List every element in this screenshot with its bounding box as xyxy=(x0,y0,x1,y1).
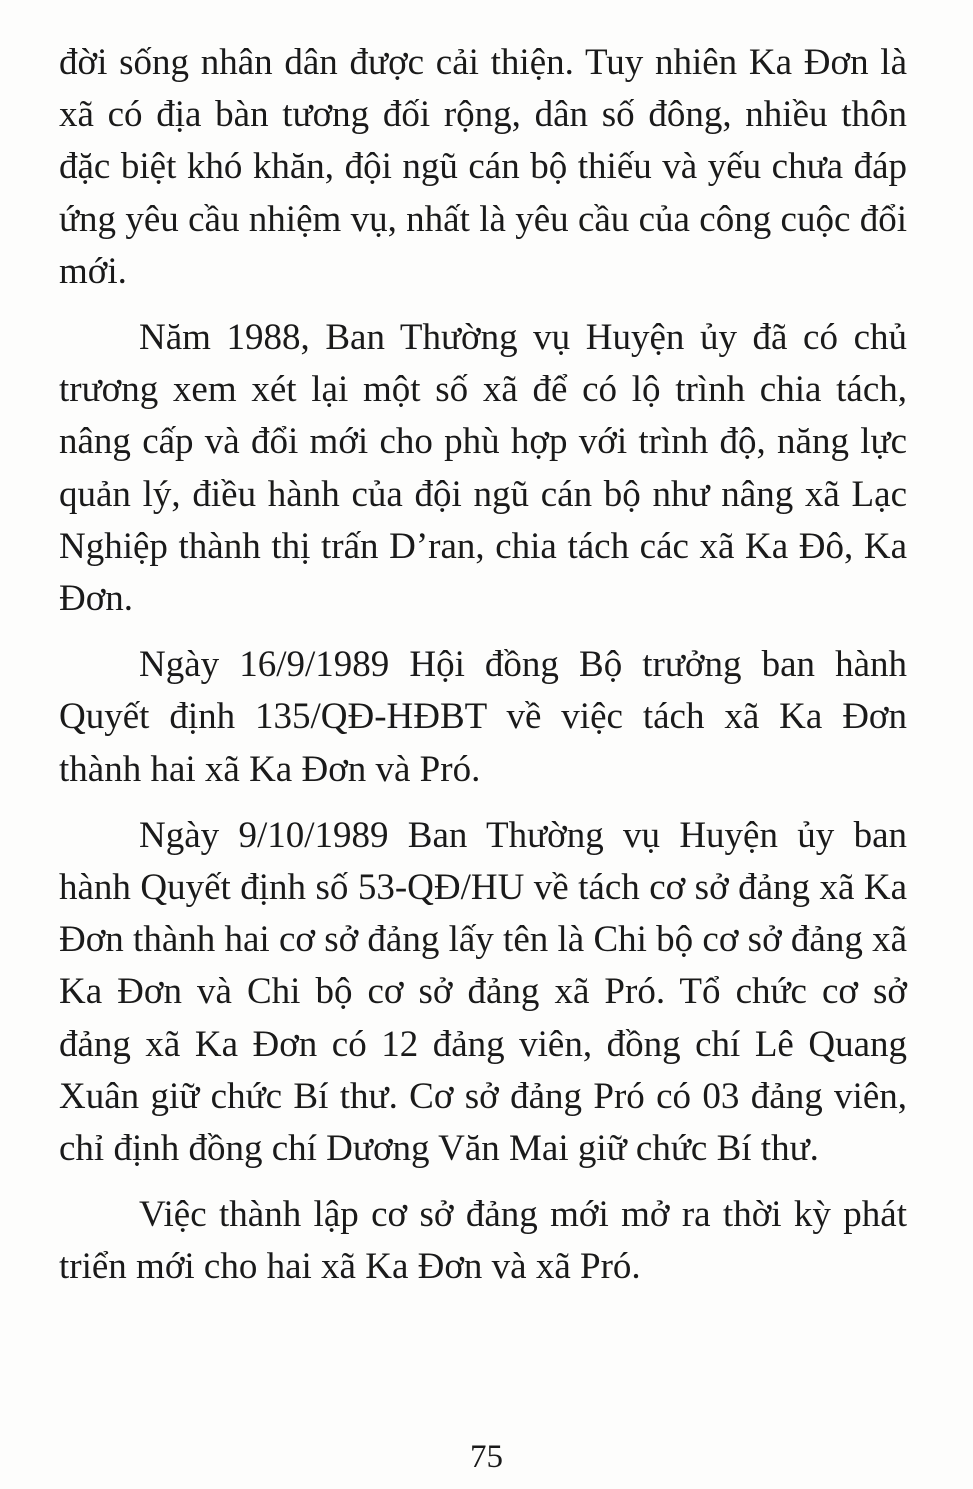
paragraph: Ngày 9/10/1989 Ban Thường vụ Huyện ủy ban hành Quyết định số 53-QĐ/HU về tách cơ sở đảng xã Ka Đơn thành hai cơ sở đảng lấy tên là Chi bộ cơ sở đảng xã Ka Đơn và Chi bộ cơ sở đảng xã Pró. Tổ chức cơ sở đảng xã Ka Đơn có 12 đảng viên, đồng chí Lê Quang Xuân giữ chức Bí thư. Cơ sở đảng Pró có 03 đảng viên, chỉ định đồng chí Dương Văn Mai giữ chức Bí thư. xyxy=(59,814,907,1170)
body-text xyxy=(59,37,907,1308)
paragraph-continued: đời sống nhân dân được cải thiện. Tuy nhiên Ka Đơn là xã có địa bàn tương đối rộng, dân số đông, nhiều thôn đặc biệt khó khăn, đội ngũ cán bộ thiếu và yếu chưa đáp ứng yêu cầu nhiệm vụ, nhất là yêu cầu của công cuộc đổi mới. xyxy=(59,42,907,292)
paragraph: Việc thành lập cơ sở đảng mới mở ra thời kỳ phát triển mới cho hai xã Ka Đơn và xã Pró. xyxy=(59,1194,907,1288)
paragraph: Ngày 16/9/1989 Hội đồng Bộ trưởng ban hành Quyết định 135/QĐ-HĐBT về việc tách xã Ka Đơn thành hai xã Ka Đơn và Pró. xyxy=(59,644,907,790)
page-number: 75 xyxy=(470,1439,503,1475)
paragraph: Năm 1988, Ban Thường vụ Huyện ủy đã có chủ trương xem xét lại một số xã để có lộ trình chia tách, nâng cấp và đổi mới cho phù hợp với trình độ, năng lực quản lý, điều hành của đội ngũ cán bộ như nâng xã Lạc Nghiệp thành thị trấn D’ran, chia tách các xã Ka Đô, Ka Đơn. xyxy=(59,317,907,620)
